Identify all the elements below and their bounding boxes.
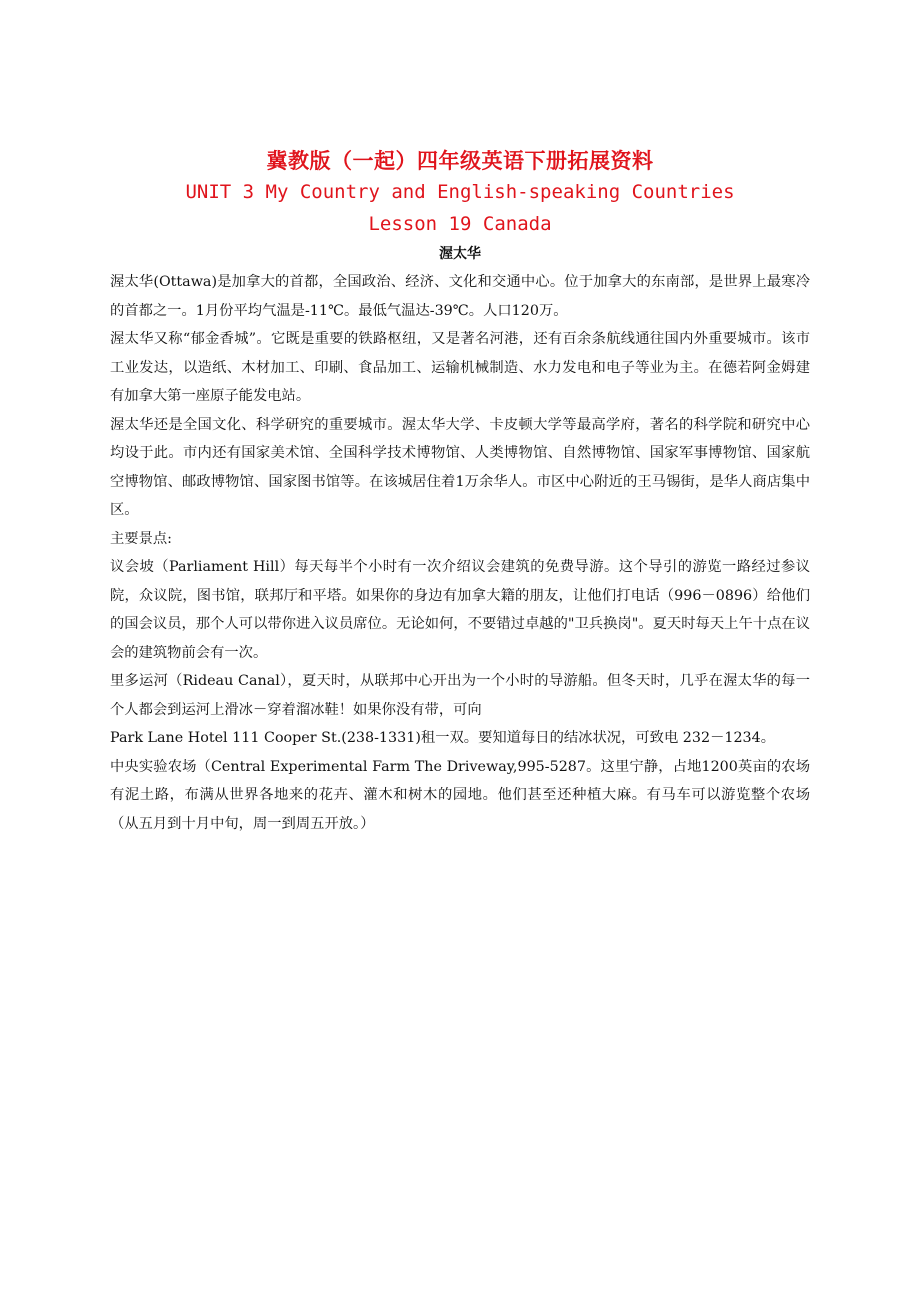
- paragraph-tulip-city: 渥太华又称“郁金香城”。它既是重要的铁路枢纽，又是著名河港，还有百余条航线通往国内外重要城市。该市工业发达，以造纸、木材加工、印刷、食品加工、运输机械制造、水力发电和电子等业为主。在德若阿金姆建有加拿大第一座原子能发电站。: [110, 331, 810, 404]
- paragraph-rideau-canal: 里多运河（Rideau Canal），夏天时，从联邦中心开出为一个小时的导游船。但冬天时，几乎在渥太华的每一个人都会到运河上滑冰－穿着溜冰鞋！如果你没有带，可向: [110, 673, 810, 718]
- unit-title: UNIT 3 My Country and English-speaking Countries: [185, 181, 735, 203]
- lesson-title: Lesson 19 Canada: [368, 213, 552, 235]
- paragraph-park-lane-hotel: Park Lane Hotel 111 Cooper St.(238-1331)租一双。要知道每日的结冰状况，可致电 232－1234。: [110, 730, 776, 746]
- document-page: [110, 146, 810, 838]
- section-heading: 渥太华: [439, 246, 481, 262]
- paragraph-culture-science: 渥太华还是全国文化、科学研究的重要城市。渥太华大学、卡皮顿大学等最高学府，著名的科学院和研究中心均设于此。市内还有国家美术馆、全国科学技术博物馆、人类博物馆、自然博物馆、国家军事博物馆、国家航空博物馆、邮政博物馆、国家图书馆等。在该城居住着1万余华人。市区中心附近的王马锡街，是华人商店集中区。: [110, 416, 810, 518]
- paragraph-experimental-farm: 中央实验农场（Central Experimental Farm The Driveway,995-5287。这里宁静，占地1200英亩的农场有泥土路，布满从世界各地来的花卉、灌木和树木的园地。他们甚至还种植大麻。有马车可以游览整个农场（从五月到十月中旬，周一到周五开放。）: [110, 758, 810, 832]
- paragraph-attractions-heading: 主要景点:: [110, 530, 173, 547]
- paragraph-parliament-hill: 议会坡（Parliament Hill）每天每半个小时有一次介绍议会建筑的免费导游。这个导引的游览一路经过参议院，众议院，图书馆，联邦厅和平塔。如果你的身边有加拿大籍的朋友，让他们打电话（996－0896）给他们的国会议员，那个人可以带你进入议员席位。无论如何，不要错过卓越的"卫兵换岗"。夏天时每天上午十点在议会的建筑物前会有一次。: [110, 559, 810, 661]
- document-title: 冀教版（一起）四年级英语下册拓展资料: [266, 149, 654, 173]
- paragraph-ottawa-intro: 渥太华(Ottawa)是加拿大的首都，全国政治、经济、文化和交通中心。位于加拿大的东南部，是世界上最寒冷的首都之一。1月份平均气温是-11℃。最低气温达-39℃。人口120万。: [110, 274, 810, 319]
